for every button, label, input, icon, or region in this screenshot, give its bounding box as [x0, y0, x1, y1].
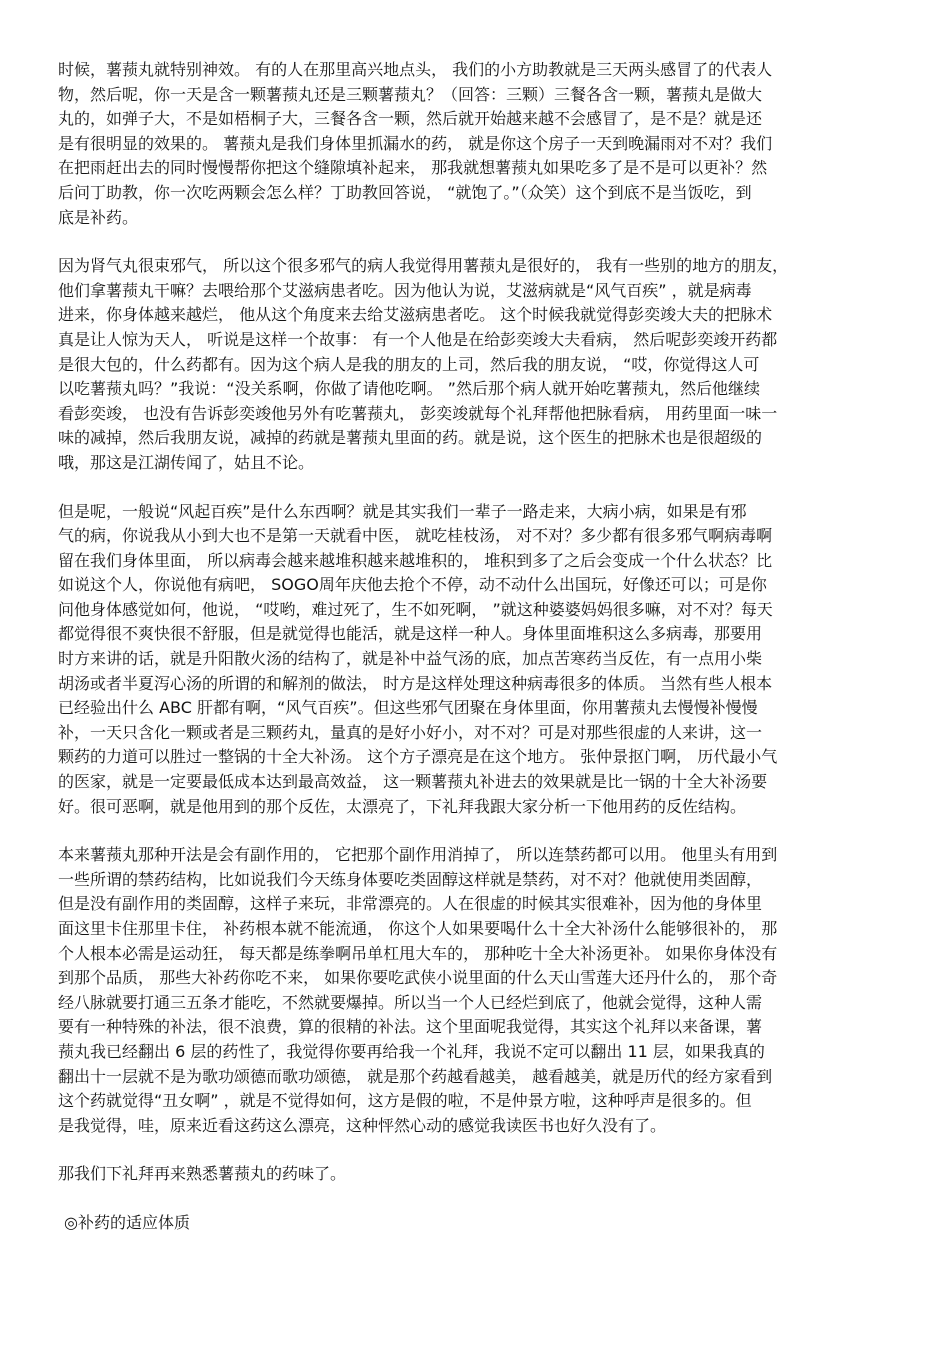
- text-line: 时候，薯蓣丸就特别神效。 有的人在那里高兴地点头， 我们的小方助教就是三天两头感冒了的代表人: [58, 60, 773, 79]
- paragraph: [58, 843, 894, 1138]
- text-line: 这个药就觉得“丑女啊” ，就是不觉得如何，这方是假的啦，不是仲景方啦，这种呼声是很多的。但: [58, 1091, 752, 1111]
- text-line: 真是让人惊为天人， 听说是这样一个故事： 有一个人他是在给彭奕竣大夫看病， 然后呢彭奕竣开药都: [58, 329, 778, 349]
- text-line: 好。很可恶啊，就是他用到的那个反佐，太漂亮了，下礼拜我跟大家分析一下他用药的反佐结构。: [58, 796, 747, 816]
- text-line: 哦，那这是江湖传闻了，姑且不论。: [58, 452, 315, 472]
- text-line: 留在我们身体里面， 所以病毒会越来越堆积越来越堆积的， 堆积到多了之后会变成一个什么状态？比: [58, 550, 773, 570]
- text-line: 如说这个人，你说他有病吧， SOGO周年庆他去抢个不停，动不动什么出国玩，好像还可以；可是你: [58, 575, 767, 595]
- paragraph: [58, 500, 894, 820]
- text-line: 胡汤或者半夏泻心汤的所谓的和解剂的做法， 时方是这样处理这种病毒很多的体质。 当然有些人根本: [58, 673, 773, 693]
- text-line: 是很大包的，什么药都有。因为这个病人是我的朋友的上司，然后我的朋友说， “哎，你觉得这人可: [58, 354, 760, 374]
- text-line: 问他身体感觉如何，他说， “哎哟，难过死了，生不如死啊， ”就这种婆婆妈妈很多嘛，对不对？每天: [58, 599, 773, 619]
- text-line: 个人根本必需是运动狂， 每天都是练拳啊吊单杠甩大车的， 那种吃十全大补汤更补。 如果你身体没有: [58, 943, 778, 963]
- text-line: 在把雨赶出去的同时慢慢帮你把这个缝隙填补起来， 那我就想薯蓣丸如果吃多了是不是可以更补？然: [58, 158, 768, 178]
- text-line: 底是补药。: [58, 207, 139, 227]
- text-line: 一些所谓的禁药结构，比如说我们今天练身体要吃类固醇这样就是禁药，对不对？他就使用类固醇，: [58, 869, 763, 889]
- text-line: 蓣丸我已经翻出 6 层的药性了，我觉得你要再给我一个礼拜，我说不定可以翻出 11 层，如果我真的: [58, 1041, 765, 1061]
- text-line: 进来，你身体越来越烂， 他从这个角度来去给艾滋病患者吃。 这个时候我就觉得彭奕竣大夫的把脉术: [58, 305, 773, 325]
- text-line: 本来薯蓣丸那种开法是会有副作用的， 它把那个副作用消掉了， 所以连禁药都可以用。 他里头有用到: [58, 845, 778, 865]
- text-line: 已经验出什么 ABC 肝都有啊，“风气百疾”。但这些邪气团聚在身体里面，你用薯蓣丸去慢慢补慢慢: [58, 698, 758, 718]
- paragraph: [58, 1162, 894, 1187]
- text-line: 因为肾气丸很束邪气， 所以这个很多邪气的病人我觉得用薯蓣丸是很好的， 我有一些别的地方的朋友，: [58, 256, 789, 276]
- text-line: 丸的，如弹子大，不是如梧桐子大，三餐各含一颗，然后就开始越来越不会感冒了，是不是？就是还: [58, 109, 763, 129]
- text-line: 物，然后呢，你一天是含一颗薯蓣丸还是三颗薯蓣丸？（回答：三颗）三餐各含一颗，薯蓣丸是做大: [58, 84, 763, 104]
- text-line: 是有很明显的效果的。 薯蓣丸是我们身体里抓漏水的药， 就是你这个房子一天到晚漏雨对不对？我们: [58, 133, 773, 153]
- paragraph: [58, 254, 894, 475]
- text-line: 颗药的力道可以胜过一整锅的十全大补汤。 这个方子漂亮是在这个地方。 张仲景抠门啊， 历代最小气: [58, 747, 778, 767]
- paragraph: [58, 58, 894, 230]
- text-line: 他们拿薯蓣丸干嘛？去喂给那个艾滋病患者吃。因为他认为说，艾滋病就是“风气百疾” ，就是病毒: [58, 280, 752, 300]
- text-line: 要有一种特殊的补法，很不浪费，算的很精的补法。这个里面呢我觉得，其实这个礼拜以来备课，薯: [58, 1017, 763, 1037]
- text-line: 补，一天只含化一颗或者是三颗药丸，量真的是好小好小，对不对？可是对那些很虚的人来讲，这一: [58, 722, 763, 742]
- section-heading: ◎补药的适应体质: [64, 1212, 190, 1232]
- text-line: 是我觉得，哇，原来近看这药这么漂亮，这种怦然心动的感觉我读医书也好久没有了。: [58, 1115, 667, 1135]
- text-line: 后问丁助教，你一次吃两颗会怎么样？丁助教回答说， “就饱了。”（众笑）这个到底不是当饭吃，到: [58, 182, 752, 202]
- text-line: 味的减掉，然后我朋友说，减掉的药就是薯蓣丸里面的药。就是说，这个医生的把脉术也是很超级的: [58, 428, 763, 448]
- text-line: 都觉得很不爽快很不舒服，但是就觉得也能活，就是这样一种人。身体里面堆积这么多病毒，那要用: [58, 624, 763, 644]
- text-line: 到那个品质， 那些大补药你吃不来， 如果你要吃武侠小说里面的什么天山雪莲大还丹什么的， 那个奇: [58, 968, 778, 988]
- text-line: 气的病，你说我从小到大也不是第一天就看中医， 就吃桂枝汤， 对不对？多少都有很多邪气啊病毒啊: [58, 526, 773, 546]
- text-line: 以吃薯蓣丸吗？”我说：“没关系啊，你做了请他吃啊。 ”然后那个病人就开始吃薯蓣丸，然后他继续: [58, 379, 760, 399]
- text-line: 那我们下礼拜再来熟悉薯蓣丸的药味了。: [58, 1164, 347, 1184]
- text-line: 经八脉就要打通三五条才能吃，不然就要爆掉。所以当一个人已经烂到底了，他就会觉得，这种人需: [58, 992, 763, 1012]
- text-line: 但是呢，一般说“风起百疾”是什么东西啊？就是其实我们一辈子一路走来，大病小病，如果是有邪: [58, 501, 747, 521]
- text-line: 时方来讲的话，就是升阳散火汤的结构了，就是补中益气汤的底，加点苦寒药当反佐，有一点用小柴: [58, 649, 763, 669]
- text-line: 看彭奕竣， 也没有告诉彭奕竣他另外有吃薯蓣丸， 彭奕竣就每个礼拜帮他把脉看病， 用药里面一味一: [58, 403, 778, 423]
- text-line: 翻出十一层就不是为歌功颂德而歌功颂德， 就是那个药越看越美， 越看越美，就是历代的经方家看到: [58, 1066, 773, 1086]
- text-line: 的医家，就是一定要最低成本达到最高效益， 这一颗薯蓣丸补进去的效果就是比一锅的十全大补汤要: [58, 772, 768, 792]
- text-line: 但是没有副作用的类固醇，这样子来玩，非常漂亮的。人在很虚的时候其实很难补，因为他的身体里: [58, 894, 763, 914]
- text-line: 面这里卡住那里卡住， 补药根本就不能流通， 你这个人如果要喝什么十全大补汤什么能够很补的， 那: [58, 919, 778, 938]
- document-body: [58, 58, 894, 1236]
